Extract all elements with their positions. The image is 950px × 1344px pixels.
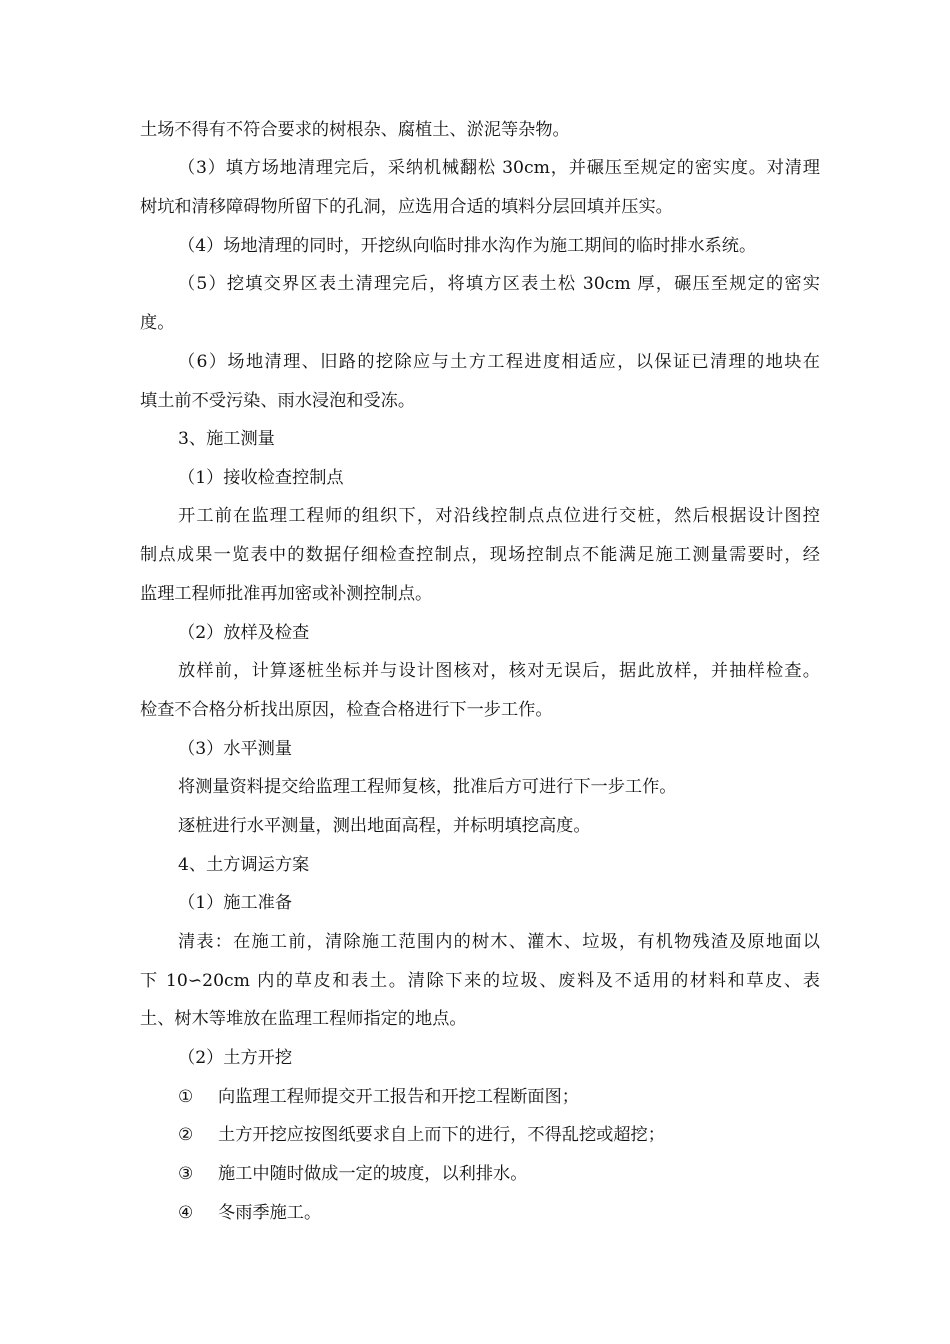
list-item-text: 土方开挖应按图纸要求自上而下的进行，不得乱挖或超挖； [218,1125,665,1145]
paragraph-line: 土、树木等堆放在监理工程师指定的地点。 [140,1009,467,1029]
paragraph-line: 土场不得有不符合要求的树根杂、腐植土、淤泥等杂物。 [140,120,570,140]
paragraph-line: 填土前不受污染、雨水浸泡和受冻。 [140,391,416,411]
list-item-number: ② [178,1125,194,1145]
paragraph-line: （5）挖填交界区表土清理完后，将填方区表土松 30cm 厚，碾压至规定的密实 [178,274,820,294]
subsection-heading: （1）接收检查控制点 [178,468,344,488]
section-heading: 4、土方调运方案 [178,855,310,875]
list-item-number: ③ [178,1164,194,1184]
list-item-number: ① [178,1087,194,1107]
paragraph-line: （6）场地清理、旧路的挖除应与土方工程进度相适应，以保证已清理的地块在 [178,352,820,372]
paragraph-line: 逐桩进行水平测量，测出地面高程，并标明填挖高度。 [178,816,591,836]
paragraph-line: 开工前在监理工程师的组织下，对沿线控制点点位进行交桩，然后根据设计图控 [178,506,820,526]
paragraph-line: 度。 [140,313,175,333]
subsection-heading: （1）施工准备 [178,893,293,913]
paragraph-line: 放样前，计算逐桩坐标并与设计图核对，核对无误后，据此放样，并抽样检查。 [178,661,820,681]
paragraph-line: 树坑和清移障碍物所留下的孔洞，应选用合适的填料分层回填并压实。 [140,197,673,217]
list-item-text: 向监理工程师提交开工报告和开挖工程断面图； [218,1087,579,1107]
paragraph-line: 下 10∽20cm 内的草皮和表土。清除下来的垃圾、废料及不适用的材料和草皮、表 [140,971,820,991]
paragraph-line: （3）填方场地清理完后，采纳机械翻松 30cm，并碾压至规定的密实度。对清理 [178,158,820,178]
list-item-text: 冬雨季施工。 [218,1203,322,1223]
list-item-number: ④ [178,1203,194,1223]
paragraph-line: 检查不合格分析找出原因，检查合格进行下一步工作。 [140,700,553,720]
paragraph-line: 监理工程师批准再加密或补测控制点。 [140,584,433,604]
paragraph-line: 清表：在施工前，清除施工范围内的树木、灌木、垃圾，有机物残渣及原地面以 [178,932,820,952]
subsection-heading: （2）放样及检查 [178,623,310,643]
paragraph-line: 制点成果一览表中的数据仔细检查控制点，现场控制点不能满足施工测量需要时，经 [140,545,820,565]
paragraph-line: （4）场地清理的同时，开挖纵向临时排水沟作为施工期间的临时排水系统。 [178,236,757,256]
subsection-heading: （3）水平测量 [178,739,293,759]
paragraph-line: 将测量资料提交给监理工程师复核，批准后方可进行下一步工作。 [178,777,677,797]
section-heading: 3、施工测量 [178,429,275,449]
list-item-text: 施工中随时做成一定的坡度，以利排水。 [218,1164,528,1184]
subsection-heading: （2）土方开挖 [178,1048,293,1068]
